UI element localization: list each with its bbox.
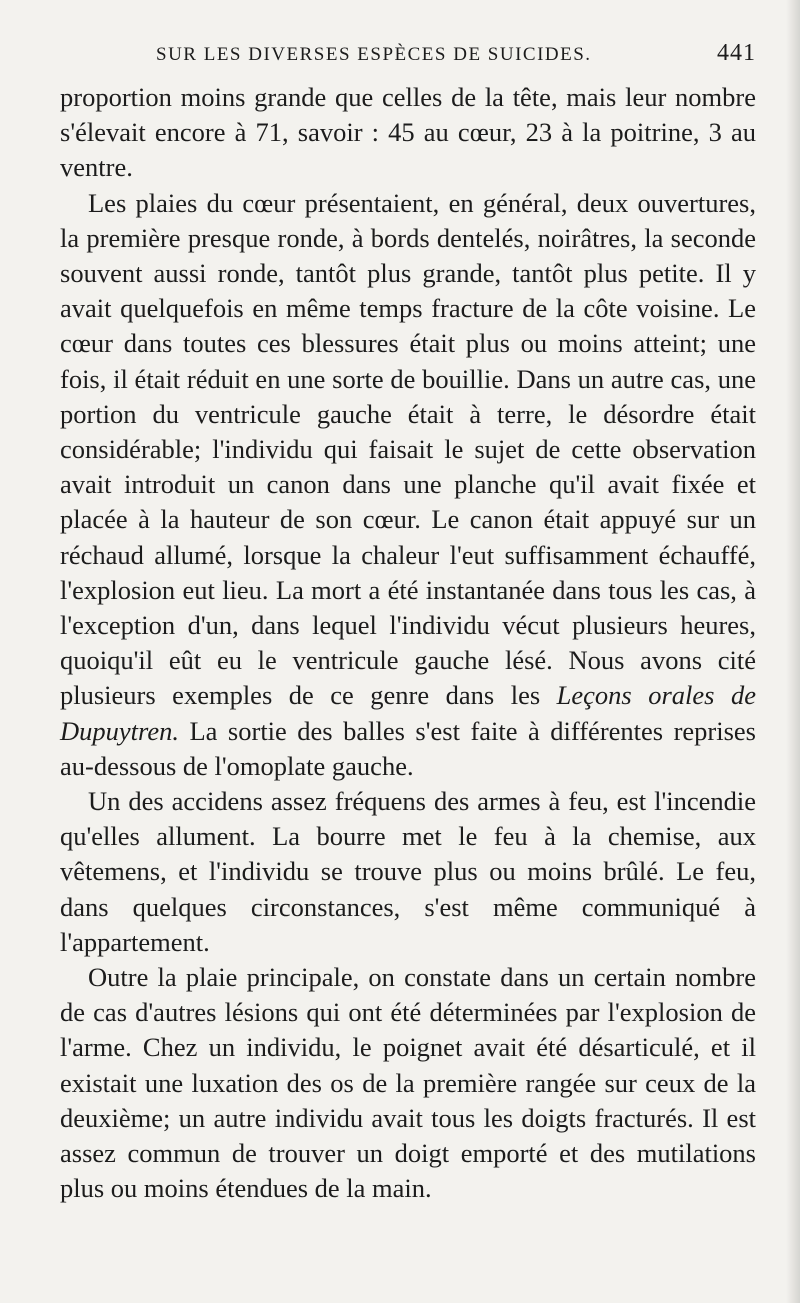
paragraph-2-end: La sortie des balles s'est faite à différentes reprises au-dessous de l'omoplate gauche.	[60, 715, 756, 781]
paragraph-2	[60, 186, 756, 784]
page-edge-shadow	[786, 0, 800, 1303]
paragraph-1: proportion moins grande que celles de la tête, mais leur nombre s'élevait encore à 71, savoir : 45 au cœur, 23 à la poitrine, 3 au ventre.	[60, 82, 756, 183]
paragraph-2-text: Les plaies du cœur présentaient, en général, deux ouvertures, la première presque ronde, à bords dentelés, noirâtres, la seconde souvent aussi ronde, tantôt plus grande, tantôt plus petite. Il y avait quelquefois en même temps fracture de la côte voisine. Le cœur dans toutes ces blessures était plus ou moins atteint; une fois, il était réduit en une sorte de bouillie. Dans un autre cas, une portion du ventricule gauche était à terre, le désordre était considérable; l'individu qui faisait le sujet de cette observation avait introduit un canon dans une planche qu'il avait fixée et placée à la hauteur de son cœur. Le canon était appuyé sur un réchaud allumé, lorsque la chaleur l'eut suffisamment échauffé, l'explosion eut lieu. La mort a été instantanée dans tous les cas, à l'exception d'un, dans lequel l'individu vécut plusieurs heures, quoiqu'il eût eu le ventricule gauche lésé. Nous avons cité plusieurs exemples de ce genre dans les	[60, 187, 756, 711]
page-number: 441	[717, 40, 756, 66]
body-text	[60, 80, 756, 1207]
book-title-reference: Leçons orales de Dupuytren.	[60, 680, 756, 746]
paragraph-3: Un des accidens assez fréquens des armes à feu, est l'incendie qu'elles allument. La bourre met le feu à la chemise, aux vêtemens, et l'individu se trouve plus ou moins brûlé. Le feu, dans quelques circonstances, s'est même communiqué à l'appartement.	[60, 786, 756, 957]
running-header	[60, 40, 756, 80]
running-title: SUR LES DIVERSES ESPÈCES DE SUICIDES.	[156, 44, 592, 65]
paragraph-4: Outre la plaie principale, on constate dans un certain nombre de cas d'autres lésions qui ont été déterminées par l'explosion de l'arme. Chez un individu, le poignet avait été désarticulé, et il existait une luxation des os de la première rangée sur ceux de la deuxième; un autre individu avait tous les doigts fracturés. Il est assez commun de trouver un doigt emporté et des mutilations plus ou moins étendues de la main.	[60, 962, 756, 1204]
